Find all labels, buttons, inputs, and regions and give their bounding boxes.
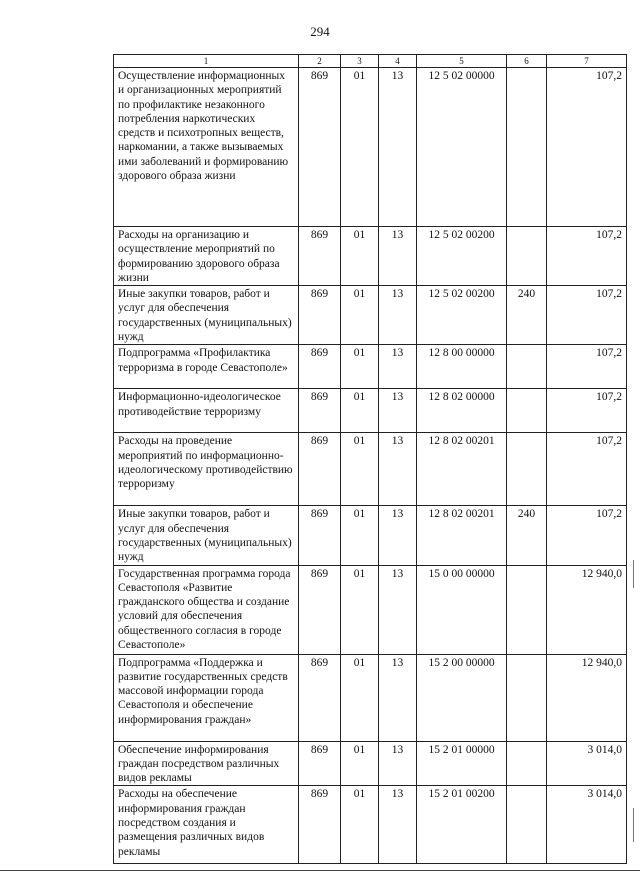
subsection-code: 13 <box>379 741 417 786</box>
column-header-1: 1 <box>114 55 299 68</box>
target-article-code: 15 2 01 00200 <box>417 786 507 864</box>
ministry-code: 869 <box>299 565 341 654</box>
item-name: Осуществление информационных и организационных мероприятий по профилактике незаконного потребления наркотических средств и психотропных веществ, наркомании, а также вызываемых ими заболеваний и формированию здорового образа жизни <box>114 68 299 227</box>
ministry-code: 869 <box>299 654 341 741</box>
column-header-5: 5 <box>417 55 507 68</box>
subsection-code: 13 <box>379 786 417 864</box>
section-code: 01 <box>341 433 379 506</box>
target-article-code: 12 5 02 00000 <box>417 68 507 227</box>
expense-type-code <box>507 565 547 654</box>
section-code: 01 <box>341 345 379 389</box>
amount: 12 940,0 <box>547 565 627 654</box>
expense-type-code <box>507 227 547 286</box>
subsection-code: 13 <box>379 433 417 506</box>
ministry-code: 869 <box>299 506 341 565</box>
target-article-code: 12 8 02 00201 <box>417 433 507 506</box>
amount: 3 014,0 <box>547 741 627 786</box>
target-article-code: 12 8 00 00000 <box>417 345 507 389</box>
subsection-code: 13 <box>379 286 417 345</box>
item-name: Подпрограмма «Профилактика терроризма в городе Севастополе» <box>114 345 299 389</box>
ministry-code: 869 <box>299 389 341 433</box>
item-name: Расходы на обеспечение информирования граждан посредством создания и размещения различных видов рекламы <box>114 786 299 864</box>
scan-edge-mark <box>633 560 634 588</box>
amount: 3 014,0 <box>547 786 627 864</box>
table-row <box>114 68 627 227</box>
ministry-code: 869 <box>299 286 341 345</box>
amount: 107,2 <box>547 433 627 506</box>
item-name: Расходы на проведение мероприятий по информационно-идеологическому противодействию терроризму <box>114 433 299 506</box>
section-code: 01 <box>341 654 379 741</box>
ministry-code: 869 <box>299 786 341 864</box>
column-header-6: 6 <box>507 55 547 68</box>
expense-type-code <box>507 741 547 786</box>
item-name: Обеспечение информирования граждан посредством различных видов рекламы <box>114 741 299 786</box>
table-row <box>114 345 627 389</box>
amount: 12 940,0 <box>547 654 627 741</box>
amount: 107,2 <box>547 506 627 565</box>
table-row <box>114 565 627 654</box>
ministry-code: 869 <box>299 227 341 286</box>
target-article-code: 12 8 02 00201 <box>417 506 507 565</box>
target-article-code: 12 5 02 00200 <box>417 227 507 286</box>
table-row <box>114 286 627 345</box>
table-row <box>114 786 627 864</box>
table-row <box>114 227 627 286</box>
subsection-code: 13 <box>379 345 417 389</box>
section-code: 01 <box>341 565 379 654</box>
item-name: Подпрограмма «Поддержка и развитие государственных средств массовой информации города Севастополя и обеспечение информирования граждан» <box>114 654 299 741</box>
scan-edge-mark <box>633 808 634 842</box>
item-name: Иные закупки товаров, работ и услуг для обеспечения государственных (муниципальных) нужд <box>114 286 299 345</box>
section-code: 01 <box>341 741 379 786</box>
target-article-code: 15 2 00 00000 <box>417 654 507 741</box>
expense-type-code <box>507 389 547 433</box>
expense-type-code <box>507 433 547 506</box>
ministry-code: 869 <box>299 433 341 506</box>
amount: 107,2 <box>547 227 627 286</box>
target-article-code: 15 2 01 00000 <box>417 741 507 786</box>
subsection-code: 13 <box>379 565 417 654</box>
section-code: 01 <box>341 227 379 286</box>
table-row <box>114 506 627 565</box>
table-row <box>114 389 627 433</box>
amount: 107,2 <box>547 389 627 433</box>
ministry-code: 869 <box>299 741 341 786</box>
item-name: Расходы на организацию и осуществление мероприятий по формированию здорового образа жизни <box>114 227 299 286</box>
amount: 107,2 <box>547 345 627 389</box>
target-article-code: 15 0 00 00000 <box>417 565 507 654</box>
subsection-code: 13 <box>379 506 417 565</box>
table-row <box>114 741 627 786</box>
page-number: 294 <box>310 24 330 39</box>
section-code: 01 <box>341 389 379 433</box>
subsection-code: 13 <box>379 389 417 433</box>
subsection-code: 13 <box>379 654 417 741</box>
section-code: 01 <box>341 506 379 565</box>
expense-type-code <box>507 68 547 227</box>
item-name: Информационно-идеологическое противодействие терроризму <box>114 389 299 433</box>
header-row <box>114 55 627 68</box>
subsection-code: 13 <box>379 227 417 286</box>
subsection-code: 13 <box>379 68 417 227</box>
budget-table <box>113 54 627 864</box>
expense-type-code: 240 <box>507 286 547 345</box>
section-code: 01 <box>341 286 379 345</box>
target-article-code: 12 8 02 00000 <box>417 389 507 433</box>
expense-type-code <box>507 345 547 389</box>
expense-type-code: 240 <box>507 506 547 565</box>
target-article-code: 12 5 02 00200 <box>417 286 507 345</box>
section-code: 01 <box>341 786 379 864</box>
expense-type-code <box>507 654 547 741</box>
table-row <box>114 433 627 506</box>
section-code: 01 <box>341 68 379 227</box>
column-header-7: 7 <box>547 55 627 68</box>
column-header-4: 4 <box>379 55 417 68</box>
column-header-2: 2 <box>299 55 341 68</box>
item-name: Государственная программа города Севастополя «Развитие гражданского общества и создание условий для обеспечения общественного согласия в городе Севастополе» <box>114 565 299 654</box>
table-row <box>114 654 627 741</box>
expense-type-code <box>507 786 547 864</box>
scan-bottom-edge <box>0 870 640 871</box>
amount: 107,2 <box>547 286 627 345</box>
column-header-3: 3 <box>341 55 379 68</box>
amount: 107,2 <box>547 68 627 227</box>
item-name: Иные закупки товаров, работ и услуг для обеспечения государственных (муниципальных) нужд <box>114 506 299 565</box>
ministry-code: 869 <box>299 68 341 227</box>
ministry-code: 869 <box>299 345 341 389</box>
